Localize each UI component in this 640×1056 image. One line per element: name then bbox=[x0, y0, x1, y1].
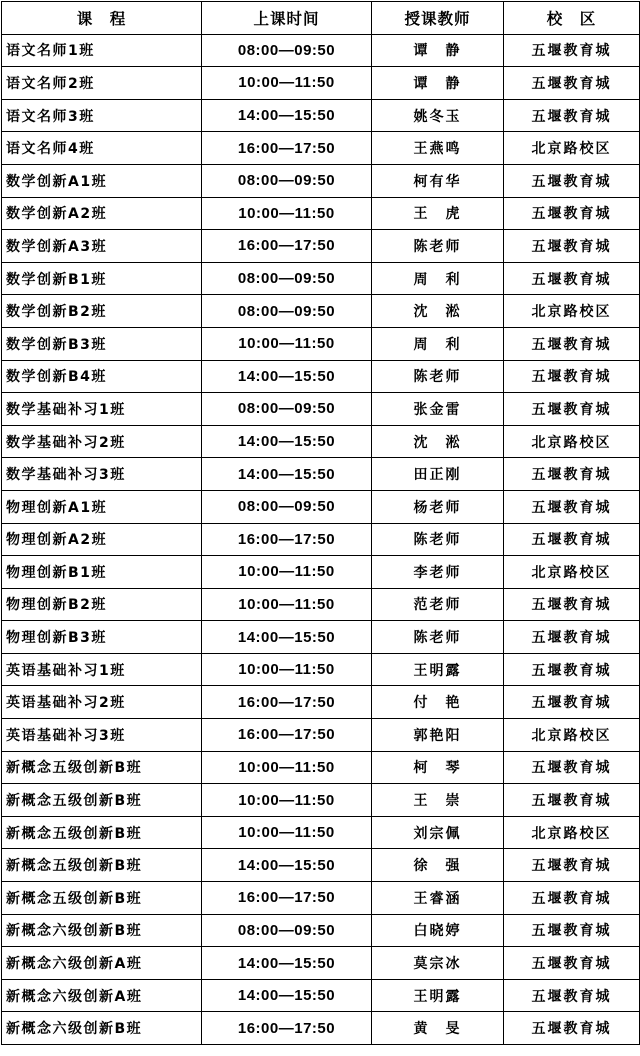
table-row bbox=[2, 230, 640, 263]
campus-cell: 北京路校区 bbox=[504, 816, 640, 849]
course-cell: 物理创新A1班 bbox=[2, 490, 202, 523]
course-cell: 英语基础补习1班 bbox=[2, 653, 202, 686]
time-cell: 10:00—11:50 bbox=[202, 556, 372, 589]
table-row bbox=[2, 99, 640, 132]
time-cell: 14:00—15:50 bbox=[202, 621, 372, 654]
course-cell: 新概念五级创新B班 bbox=[2, 751, 202, 784]
table-row bbox=[2, 425, 640, 458]
teacher-cell: 陈老师 bbox=[372, 230, 504, 263]
teacher-cell: 王明露 bbox=[372, 653, 504, 686]
campus-cell: 五堰教育城 bbox=[504, 523, 640, 556]
time-cell: 14:00—15:50 bbox=[202, 947, 372, 980]
course-cell: 英语基础补习3班 bbox=[2, 719, 202, 752]
course-cell: 物理创新A2班 bbox=[2, 523, 202, 556]
campus-cell: 五堰教育城 bbox=[504, 882, 640, 915]
table-row bbox=[2, 164, 640, 197]
campus-cell: 五堰教育城 bbox=[504, 849, 640, 882]
course-cell: 新概念六级创新B班 bbox=[2, 1012, 202, 1045]
teacher-cell: 刘宗佩 bbox=[372, 816, 504, 849]
teacher-cell: 郭艳阳 bbox=[372, 719, 504, 752]
table-row bbox=[2, 914, 640, 947]
schedule-table bbox=[1, 1, 640, 1045]
table-row bbox=[2, 979, 640, 1012]
course-cell: 语文名师2班 bbox=[2, 67, 202, 100]
course-cell: 数学创新B4班 bbox=[2, 360, 202, 393]
table-body bbox=[2, 34, 640, 1044]
teacher-cell: 陈老师 bbox=[372, 360, 504, 393]
teacher-cell: 周 利 bbox=[372, 262, 504, 295]
course-cell: 新概念六级创新A班 bbox=[2, 947, 202, 980]
time-cell: 16:00—17:50 bbox=[202, 132, 372, 165]
campus-cell: 五堰教育城 bbox=[504, 34, 640, 67]
time-cell: 14:00—15:50 bbox=[202, 99, 372, 132]
course-cell: 语文名师3班 bbox=[2, 99, 202, 132]
campus-cell: 五堰教育城 bbox=[504, 230, 640, 263]
table-row bbox=[2, 327, 640, 360]
time-cell: 14:00—15:50 bbox=[202, 458, 372, 491]
table-row bbox=[2, 393, 640, 426]
time-cell: 10:00—11:50 bbox=[202, 327, 372, 360]
time-cell: 10:00—11:50 bbox=[202, 197, 372, 230]
header-time: 上课时间 bbox=[202, 2, 372, 35]
course-cell: 数学创新B2班 bbox=[2, 295, 202, 328]
teacher-cell: 柯有华 bbox=[372, 164, 504, 197]
course-cell: 数学基础补习2班 bbox=[2, 425, 202, 458]
course-cell: 新概念六级创新A班 bbox=[2, 979, 202, 1012]
teacher-cell: 王燕鸣 bbox=[372, 132, 504, 165]
table-header bbox=[2, 2, 640, 35]
time-cell: 10:00—11:50 bbox=[202, 751, 372, 784]
campus-cell: 五堰教育城 bbox=[504, 99, 640, 132]
table-row bbox=[2, 556, 640, 589]
campus-cell: 北京路校区 bbox=[504, 132, 640, 165]
table-row bbox=[2, 34, 640, 67]
campus-cell: 五堰教育城 bbox=[504, 947, 640, 980]
table-row bbox=[2, 262, 640, 295]
teacher-cell: 沈 淞 bbox=[372, 295, 504, 328]
table-row bbox=[2, 686, 640, 719]
header-row bbox=[2, 2, 640, 35]
course-cell: 数学创新B1班 bbox=[2, 262, 202, 295]
teacher-cell: 王睿涵 bbox=[372, 882, 504, 915]
table-row bbox=[2, 719, 640, 752]
campus-cell: 五堰教育城 bbox=[504, 164, 640, 197]
time-cell: 08:00—09:50 bbox=[202, 164, 372, 197]
table-row bbox=[2, 458, 640, 491]
teacher-cell: 陈老师 bbox=[372, 621, 504, 654]
campus-cell: 五堰教育城 bbox=[504, 197, 640, 230]
time-cell: 14:00—15:50 bbox=[202, 979, 372, 1012]
time-cell: 14:00—15:50 bbox=[202, 849, 372, 882]
campus-cell: 五堰教育城 bbox=[504, 458, 640, 491]
header-teacher: 授课教师 bbox=[372, 2, 504, 35]
teacher-cell: 范老师 bbox=[372, 588, 504, 621]
campus-cell: 北京路校区 bbox=[504, 425, 640, 458]
campus-cell: 北京路校区 bbox=[504, 295, 640, 328]
time-cell: 16:00—17:50 bbox=[202, 686, 372, 719]
teacher-cell: 沈 淞 bbox=[372, 425, 504, 458]
time-cell: 14:00—15:50 bbox=[202, 360, 372, 393]
course-cell: 数学创新B3班 bbox=[2, 327, 202, 360]
table-row bbox=[2, 1012, 640, 1045]
table-row bbox=[2, 947, 640, 980]
campus-cell: 五堰教育城 bbox=[504, 979, 640, 1012]
table-row bbox=[2, 816, 640, 849]
teacher-cell: 白晓婷 bbox=[372, 914, 504, 947]
campus-cell: 五堰教育城 bbox=[504, 393, 640, 426]
course-cell: 新概念五级创新B班 bbox=[2, 882, 202, 915]
teacher-cell: 莫宗冰 bbox=[372, 947, 504, 980]
table-row bbox=[2, 588, 640, 621]
time-cell: 08:00—09:50 bbox=[202, 34, 372, 67]
course-cell: 数学创新A2班 bbox=[2, 197, 202, 230]
time-cell: 10:00—11:50 bbox=[202, 588, 372, 621]
time-cell: 08:00—09:50 bbox=[202, 914, 372, 947]
header-course: 课 程 bbox=[2, 2, 202, 35]
time-cell: 14:00—15:50 bbox=[202, 425, 372, 458]
teacher-cell: 陈老师 bbox=[372, 523, 504, 556]
table-row bbox=[2, 360, 640, 393]
table-row bbox=[2, 67, 640, 100]
campus-cell: 五堰教育城 bbox=[504, 686, 640, 719]
table-row bbox=[2, 132, 640, 165]
time-cell: 16:00—17:50 bbox=[202, 230, 372, 263]
time-cell: 08:00—09:50 bbox=[202, 490, 372, 523]
teacher-cell: 王 崇 bbox=[372, 784, 504, 817]
teacher-cell: 姚冬玉 bbox=[372, 99, 504, 132]
table-row bbox=[2, 197, 640, 230]
teacher-cell: 柯 琴 bbox=[372, 751, 504, 784]
teacher-cell: 付 艳 bbox=[372, 686, 504, 719]
teacher-cell: 谭 静 bbox=[372, 67, 504, 100]
time-cell: 16:00—17:50 bbox=[202, 1012, 372, 1045]
campus-cell: 五堰教育城 bbox=[504, 588, 640, 621]
table-row bbox=[2, 849, 640, 882]
course-cell: 语文名师1班 bbox=[2, 34, 202, 67]
campus-cell: 五堰教育城 bbox=[504, 914, 640, 947]
campus-cell: 五堰教育城 bbox=[504, 621, 640, 654]
course-cell: 数学创新A3班 bbox=[2, 230, 202, 263]
campus-cell: 五堰教育城 bbox=[504, 751, 640, 784]
teacher-cell: 李老师 bbox=[372, 556, 504, 589]
campus-cell: 北京路校区 bbox=[504, 719, 640, 752]
campus-cell: 北京路校区 bbox=[504, 556, 640, 589]
table-row bbox=[2, 784, 640, 817]
time-cell: 08:00—09:50 bbox=[202, 393, 372, 426]
course-cell: 物理创新B2班 bbox=[2, 588, 202, 621]
time-cell: 16:00—17:50 bbox=[202, 719, 372, 752]
time-cell: 16:00—17:50 bbox=[202, 882, 372, 915]
campus-cell: 五堰教育城 bbox=[504, 490, 640, 523]
teacher-cell: 黄 旻 bbox=[372, 1012, 504, 1045]
campus-cell: 五堰教育城 bbox=[504, 653, 640, 686]
course-cell: 语文名师4班 bbox=[2, 132, 202, 165]
time-cell: 08:00—09:50 bbox=[202, 295, 372, 328]
campus-cell: 五堰教育城 bbox=[504, 327, 640, 360]
course-cell: 物理创新B1班 bbox=[2, 556, 202, 589]
time-cell: 16:00—17:50 bbox=[202, 523, 372, 556]
campus-cell: 五堰教育城 bbox=[504, 360, 640, 393]
teacher-cell: 王 虎 bbox=[372, 197, 504, 230]
teacher-cell: 张金雷 bbox=[372, 393, 504, 426]
course-cell: 新概念五级创新B班 bbox=[2, 784, 202, 817]
teacher-cell: 徐 强 bbox=[372, 849, 504, 882]
course-cell: 数学创新A1班 bbox=[2, 164, 202, 197]
course-cell: 物理创新B3班 bbox=[2, 621, 202, 654]
campus-cell: 五堰教育城 bbox=[504, 262, 640, 295]
table-row bbox=[2, 490, 640, 523]
course-cell: 新概念六级创新B班 bbox=[2, 914, 202, 947]
header-campus: 校 区 bbox=[504, 2, 640, 35]
table-row bbox=[2, 621, 640, 654]
time-cell: 10:00—11:50 bbox=[202, 67, 372, 100]
course-cell: 数学基础补习1班 bbox=[2, 393, 202, 426]
campus-cell: 五堰教育城 bbox=[504, 784, 640, 817]
table-row bbox=[2, 653, 640, 686]
teacher-cell: 杨老师 bbox=[372, 490, 504, 523]
course-cell: 英语基础补习2班 bbox=[2, 686, 202, 719]
teacher-cell: 谭 静 bbox=[372, 34, 504, 67]
teacher-cell: 周 利 bbox=[372, 327, 504, 360]
table-row bbox=[2, 295, 640, 328]
course-cell: 新概念五级创新B班 bbox=[2, 816, 202, 849]
course-cell: 数学基础补习3班 bbox=[2, 458, 202, 491]
table-row bbox=[2, 523, 640, 556]
time-cell: 10:00—11:50 bbox=[202, 653, 372, 686]
campus-cell: 五堰教育城 bbox=[504, 67, 640, 100]
table-row bbox=[2, 882, 640, 915]
course-cell: 新概念五级创新B班 bbox=[2, 849, 202, 882]
teacher-cell: 王明露 bbox=[372, 979, 504, 1012]
campus-cell: 五堰教育城 bbox=[504, 1012, 640, 1045]
time-cell: 10:00—11:50 bbox=[202, 784, 372, 817]
table-row bbox=[2, 751, 640, 784]
teacher-cell: 田正刚 bbox=[372, 458, 504, 491]
time-cell: 08:00—09:50 bbox=[202, 262, 372, 295]
time-cell: 10:00—11:50 bbox=[202, 816, 372, 849]
